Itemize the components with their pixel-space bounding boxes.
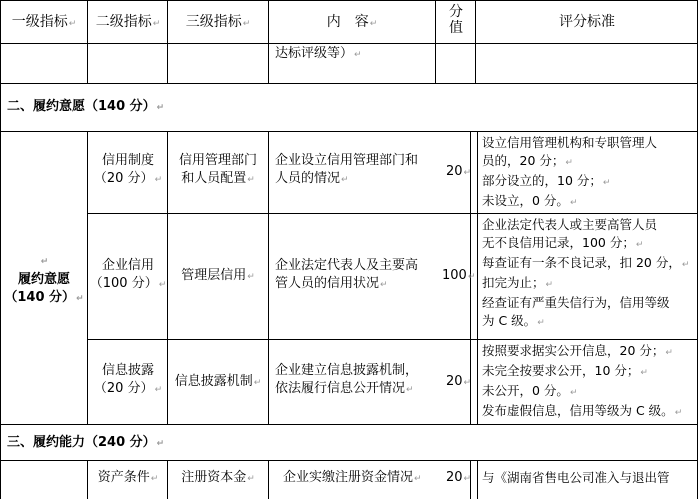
header-score-line2: 值	[449, 20, 463, 36]
row1-content: 企业设立信用管理部门和 人员的情况↵	[275, 153, 419, 186]
row3-score: 20↵	[446, 374, 472, 389]
row2-score: 100↵	[442, 268, 476, 283]
header-level2: 二级指标↵	[95, 14, 161, 30]
col-divider	[477, 132, 478, 425]
col-divider	[167, 132, 168, 425]
row2-content: 企业法定代表人及主要高 管人员的信用状况↵	[275, 258, 419, 291]
row1-level2: 信用制度 （20 分）↵	[93, 153, 163, 186]
col-divider	[268, 132, 269, 425]
row2-level2: 企业信用 （100 分）↵	[89, 258, 167, 291]
col-divider	[475, 0, 476, 84]
col-divider	[268, 0, 269, 84]
col-divider	[268, 461, 269, 499]
header-score-line1: 分	[449, 4, 463, 20]
header-level3: 三级指标↵	[185, 14, 251, 30]
row3-content: 企业建立信息披露机制， 依法履行信息公开情况↵	[275, 363, 419, 396]
row1-score: 20↵	[446, 164, 472, 179]
level1-willingness: ↵ 履约意愿 （140 分）↵	[2, 252, 86, 308]
level1-willingness-name: 履约意愿	[17, 272, 70, 287]
carryover-content: 达标评级等）↵	[275, 46, 362, 61]
col-divider	[167, 0, 168, 84]
level1-willingness-score: （140 分）↵	[4, 290, 84, 305]
table-border-top	[0, 0, 698, 1]
row-divider	[87, 213, 698, 214]
section-title-capability: 三、履约能力（240 分）↵	[7, 435, 165, 450]
row-divider	[0, 131, 698, 132]
row4-score: 20↵	[446, 470, 472, 485]
row-divider	[0, 43, 698, 44]
row-divider	[87, 339, 698, 340]
section-title-willingness: 二、履约意愿（140 分）↵	[7, 99, 165, 114]
row2-level3: 管理层信用↵	[181, 268, 255, 283]
row4-level2: 资产条件↵	[97, 470, 159, 485]
header-content: 内 容↵	[326, 14, 378, 30]
row3-level2: 信息披露 （20 分）↵	[93, 363, 163, 396]
row4-criteria: 与《湖南省售电公司准入与退出管	[482, 470, 670, 485]
col-divider	[477, 461, 478, 499]
row-divider	[0, 424, 698, 425]
col-divider	[87, 0, 88, 84]
col-divider	[435, 0, 436, 84]
header-level1: 一级指标↵	[11, 14, 77, 30]
col-divider	[87, 461, 88, 499]
col-divider	[167, 461, 168, 499]
row2-criteria: 企业法定代表人或主要高管人员 无不良信用记录，100 分；↵ 每查证有一条不良记录，扣 20 分，↵ 扣完为止；↵ 经查证有严重失信行为，信用等级 为 C 级。↵	[482, 217, 690, 328]
row1-criteria: 设立信用管理机构和专职管理人 员的，20 分；↵ 部分设立的，10 分；↵ 未设立，0 分。↵	[482, 135, 658, 208]
header-score	[437, 4, 475, 36]
row4-level3: 注册资本金↵	[181, 470, 255, 485]
row-divider	[0, 83, 698, 84]
row-divider	[0, 460, 698, 461]
row3-level3: 信息披露机制↵	[174, 374, 262, 389]
row1-level3: 信用管理部门 和人员配置↵	[178, 153, 257, 186]
row4-content: 企业实缴注册资金情况↵	[283, 470, 422, 485]
col-divider	[87, 132, 88, 425]
header-criteria: 评分标准	[559, 14, 615, 30]
row3-criteria: 按照要求据实公开信息，20 分；↵ 未完全按要求公开，10 分；↵ 未公开，0 分。↵ 发布虚假信息，信用等级为 C 级。↵	[482, 343, 683, 418]
